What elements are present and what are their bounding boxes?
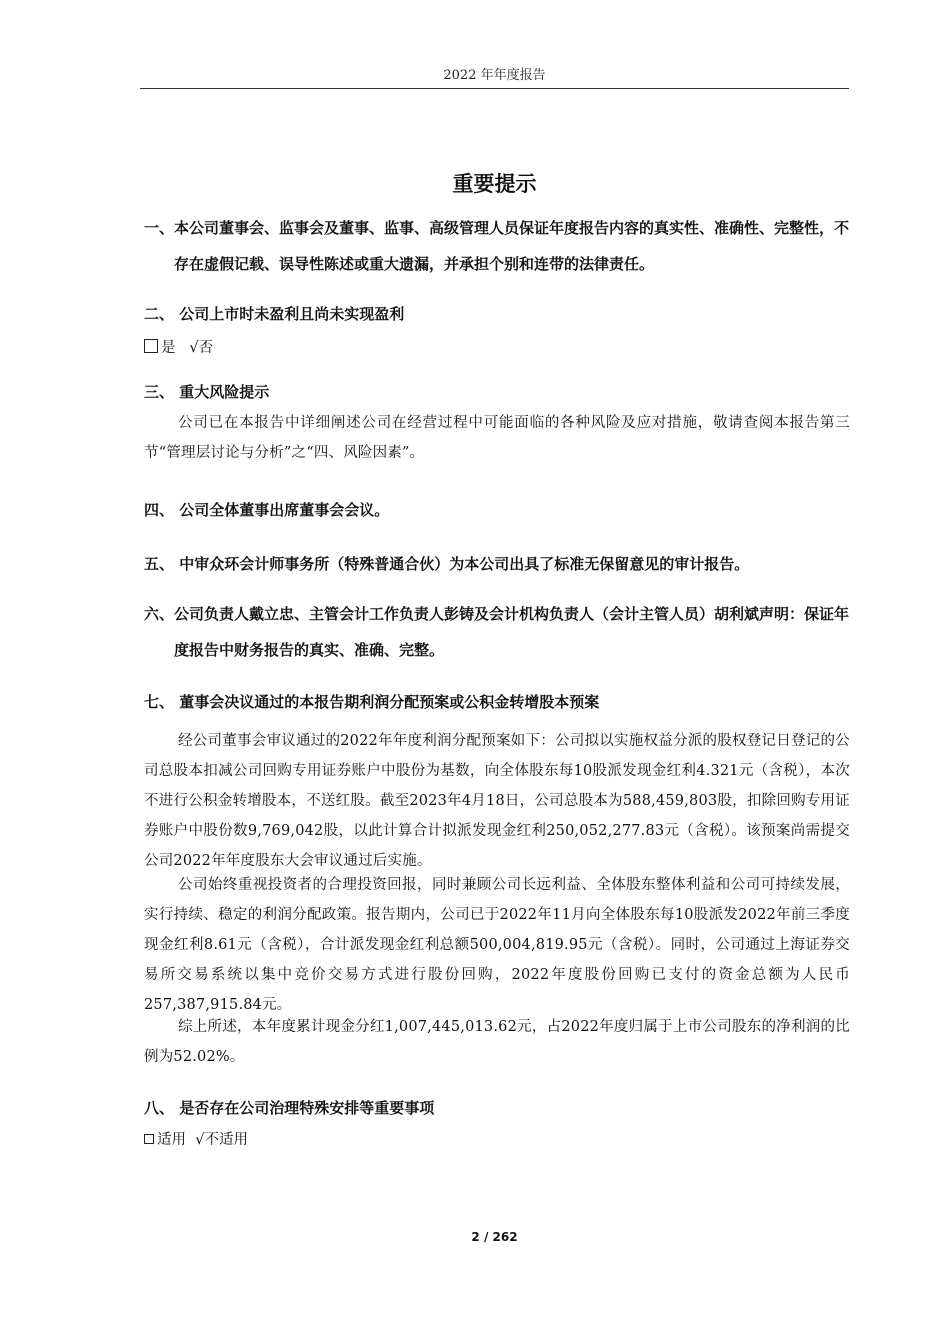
- page-number: 2 / 262: [471, 1230, 518, 1244]
- section-8-heading: 八、 是否存在公司治理特殊安排等重要事项: [144, 1099, 435, 1117]
- section-2-options: [144, 336, 213, 360]
- section-1: 一、本公司董事会、监事会及董事、监事、高级管理人员保证年度报告内容的真实性、准确性、完整性，不存在虚假记载、误导性陈述或重大遗漏，并承担个别和连带的法律责任。: [144, 219, 850, 273]
- header-divider: [140, 88, 849, 89]
- option-yes-label: 是: [161, 340, 176, 356]
- page-title: 重要提示: [452, 172, 537, 196]
- section-6: 六、公司负责人戴立忠、主管会计工作负责人彭铸及会计机构负责人（会计主管人员）胡利斌声明：保证年度报告中财务报告的真实、准确、完整。: [144, 605, 850, 659]
- section-7-heading: 七、 董事会决议通过的本报告期利润分配预案或公积金转增股本预案: [144, 693, 600, 711]
- checkbox-unchecked-icon: [144, 1134, 154, 1144]
- section-8-options: [144, 1128, 248, 1152]
- section-3-heading: 三、 重大风险提示: [144, 383, 270, 401]
- option-applicable-label: 适用: [157, 1132, 186, 1148]
- section-5: 五、 中审众环会计师事务所（特殊普通合伙）为本公司出具了标准无保留意见的审计报告。: [144, 555, 750, 573]
- section-7-paragraph-3: 综上所述，本年度累计现金分红1,007,445,013.62元，占2022年度归属于上市公司股东的净利润的比例为52.02%。: [144, 1019, 850, 1065]
- option-no-label: √否: [189, 340, 214, 356]
- option-not-applicable-label: √不适用: [195, 1132, 248, 1148]
- section-7-paragraph-2: 公司始终重视投资者的合理投资回报，同时兼顾公司长远利益、全体股东整体利益和公司可持续发展，实行持续、稳定的利润分配政策。报告期内，公司已于2022年11月向全体股东每10股派发2022年前三季度现金红利8.61元（含税），合计派发现金红利总额500,004,819.95元（含税）。同时，公司通过上海证券交易所交易系统以集中竞价交易方式进行股份回购，2022年度股份回购已支付的资金总额为人民币257,387,915.84元。: [144, 877, 850, 1013]
- section-2-heading: 二、 公司上市时未盈利且尚未实现盈利: [144, 305, 405, 323]
- section-4: 四、 公司全体董事出席董事会会议。: [144, 501, 390, 519]
- section-3-body: 公司已在本报告中详细阐述公司在经营过程中可能面临的各种风险及应对措施，敬请查阅本报告第三节“管理层讨论与分析”之“四、风险因素”。: [144, 415, 850, 461]
- section-7-paragraph-1: 经公司董事会审议通过的2022年年度利润分配预案如下：公司拟以实施权益分派的股权登记日登记的公司总股本扣减公司回购专用证券账户中股份为基数，向全体股东每10股派发现金红利4.321元（含税），本次不进行公积金转增股本，不送红股。截至2023年4月18日，公司总股本为588,459,803股，扣除回购专用证券账户中股份数9,769,042股，以此计算合计拟派发现金红利250,052,277.83元（含税）。该预案尚需提交公司2022年年度股东大会审议通过后实施。: [144, 733, 850, 869]
- page-header: 2022 年年度报告: [443, 68, 546, 83]
- checkbox-unchecked-icon: [144, 339, 158, 353]
